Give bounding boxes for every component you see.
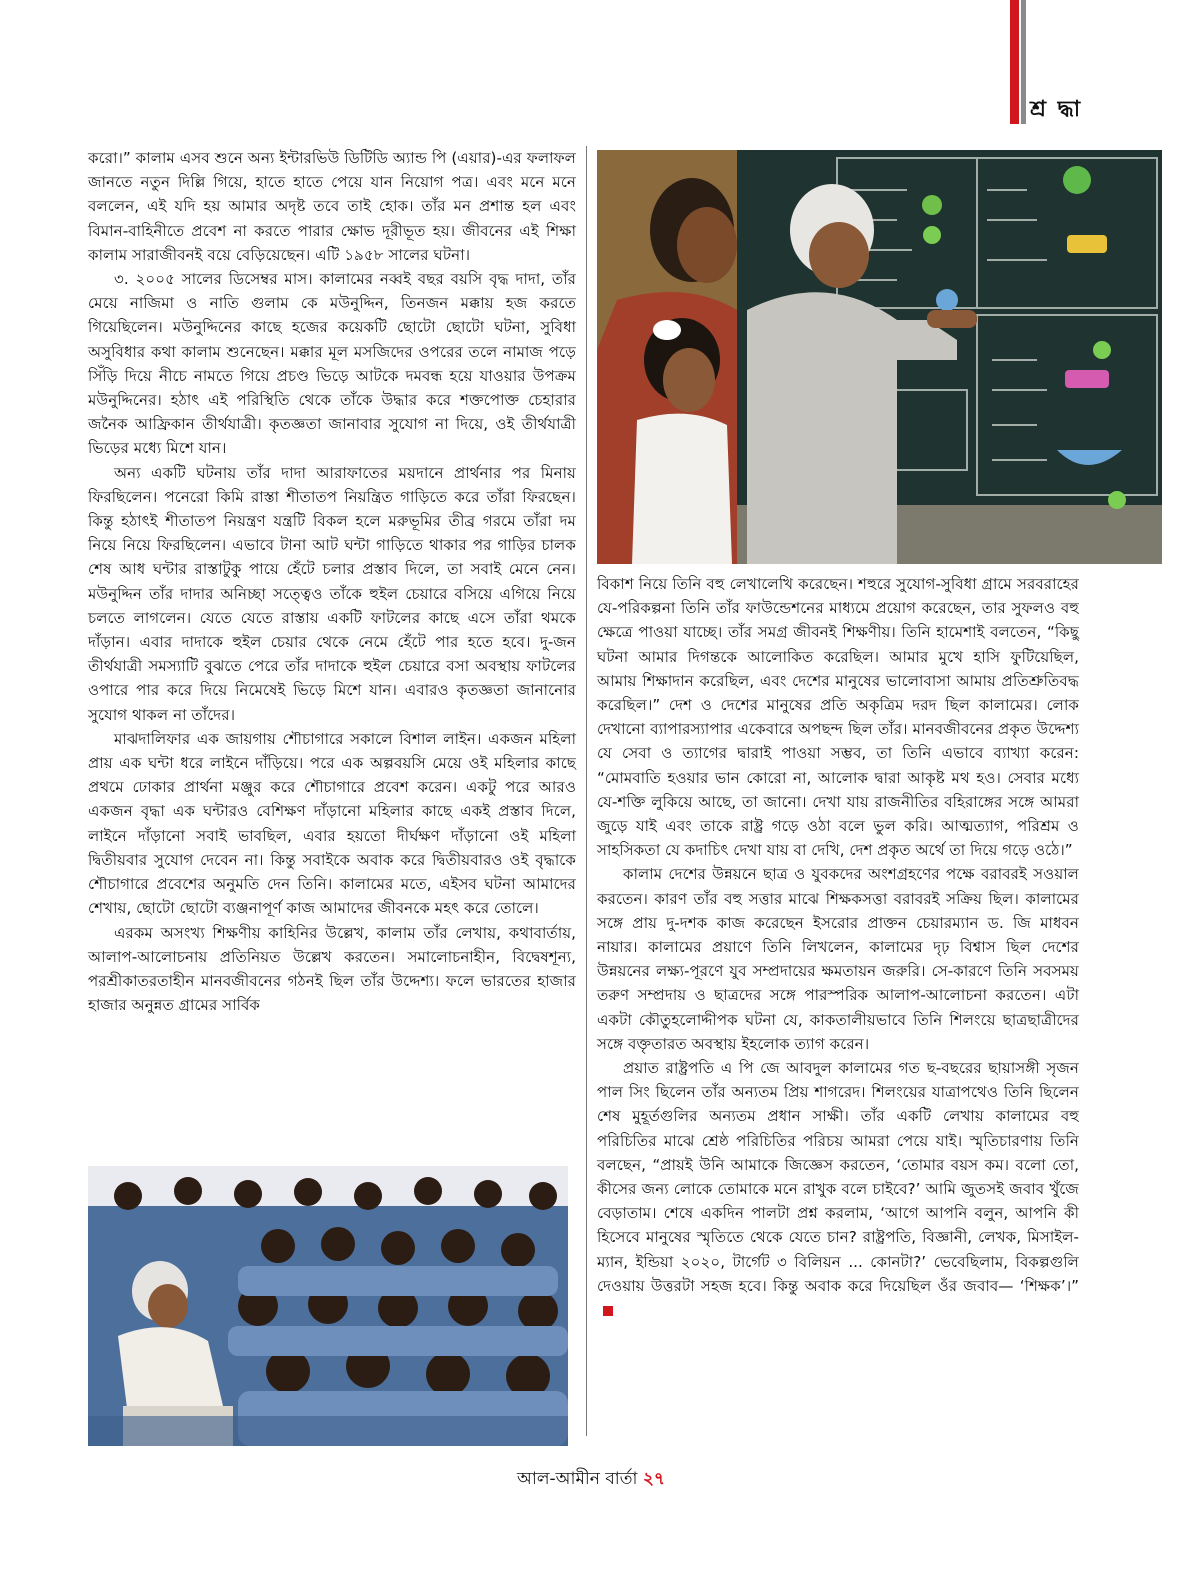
header-gray-bar xyxy=(1021,0,1026,124)
right-paragraph-3-text: প্রয়াত রাষ্ট্রপতি এ পি জে আবদুল কালামের গত ছ-বছরের ছায়াসঙ্গী সৃজন পাল সিং ছিলেন তাঁর অন্যতম প্রিয় শাগরেদ। শিলংয়ের যাত্রাপথেও তিনি ছিলেন শেষ মুহূর্তগুলির অন্যতম প্রধান সাক্ষী। তাঁর একটি লেখায় কালামের বহু পরিচিতির মাঝে শ্রেষ্ঠ পরিচিতির পরিচয় আমরা পেয়ে যাই। স্মৃতিচারণায় তিনি বলছেন, “প্রায়ই উনি আমাকে জিজ্ঞেস করতেন, ‘তোমার বয়স কম। বলো তো, কীসের জন্য লোকে তোমাকে মনে রাখুক বলে চাইবে?’ আমি জুতসই জবাব খুঁজে বেড়াতাম। শেষে একদিন পালটা প্রশ্ন করলাম, ‘আগে আপনি বলুন, আপনি কী হিসেবে মানুষের স্মৃতিতে থেকে যেতে চান? রাষ্ট্রপতি, বিজ্ঞানী, লেখক, মিসাইল-ম্যান, ইন্ডিয়া ২০২০, টার্গেট ৩ বিলিয়ন ... কোনটা?’ ভেবেছিলাম, বিকল্পগুলি দেওয়ায় উত্তরটা সহজ হবে। কিন্তু অবাক করে দিয়েছিল ওঁর জবাব— ‘শিক্ষক’।” xyxy=(597,1059,1079,1295)
left-paragraph-1: করো।” কালাম এসব শুনে অন্য ইন্টারভিউ ডিটিডি অ্যান্ড পি (এয়ার)-এর ফলাফল জানতে নতুন দিল্লি গিয়ে, হাতে হাতে পেয়ে যান নিয়োগ পত্র। এবং মনে মনে বললেন, এই যদি হয় আমার অদৃষ্ট তবে তাই হোক। তাঁর মন প্রশান্ত হল এবং বিমান-বাহিনীতে প্রবেশ না করতে পারার ক্ষোভ দূরীভূত হয়। জীবনের এই শিক্ষা কালাম সারাজীবনই বয়ে বেড়িয়েছেন। এটি ১৯৫৮ সালের ঘটনা। xyxy=(88,149,576,264)
column-divider xyxy=(586,146,587,1436)
left-paragraph-2: ৩. ২০০৫ সালের ডিসেম্বর মাস। কালামের নব্বই বছর বয়সি বৃদ্ধ দাদা, তাঁর মেয়ে নাজিমা ও নাতি গুলাম কে মউনুদ্দিন, তিনজন মক্কায় হজ করতে গিয়েছিলেন। মউনুদ্দিনের কাছে হজের কয়েকটি ছোটো ছোটো ঘটনা, সুবিধা অসুবিধার কথা কালাম শুনেছেন। মক্কার মূল মসজিদের ওপরের তলে নামাজ পড়ে সিঁড়ি দিয়ে নীচে নামতে গিয়ে প্রচণ্ড ভিড়ে আটকে দমবন্ধ হয়ে যাওয়ার উপক্রম মউনুদ্দিনের। হঠাৎ এই পরিস্থিতি থেকে তাঁকে উদ্ধার করে শক্তপোক্ত চেহারার জনৈক আফ্রিকান তীর্থযাত্রী। কৃতজ্ঞতা জানাবার সুযোগ না দিয়ে, ওই তীর্থযাত্রী ভিড়ের মধ্যে মিশে যান। xyxy=(88,270,576,458)
left-paragraph-4: মাঝদালিফার এক জায়গায় শৌচাগারে সকালে বিশাল লাইন। একজন মহিলা প্রায় এক ঘন্টা ধরে লাইনে দাঁড়িয়ে। পরে এক অল্পবয়সি মেয়ে ওই মহিলার কাছে প্রথমে ঢোকার প্রার্থনা মঞ্জুর করে শৌচাগারে প্রবেশ করেন। একটু পরে আরও একজন বৃদ্ধা এক ঘন্টারও বেশিক্ষণ দাঁড়ানো মহিলার কাছে একই প্রস্তাব দিলে, লাইনে দাঁড়ানো সবাই ভাবছিল, এবার হয়তো দীর্ঘক্ষণ দাঁড়ানো ওই মহিলা দ্বিতীয়বার সুযোগ দেবেন না। কিন্তু সবাইকে অবাক করে দ্বিতীয়বারও ওই বৃদ্ধাকে শৌচাগারে প্রবেশের অনুমতি দেন তিনি। কালামের মতে, এইসব ঘটনা আমাদের শেখায়, ছোটো ছোটো ব্যঞ্জনাপূর্ণ কাজ আমাদের জীবনকে মহৎ করে তোলে। xyxy=(88,729,576,918)
photo-kalam-blackboard-graphic xyxy=(597,150,1162,564)
footer-magazine-name: আল-আমীন বার্তা xyxy=(517,1469,638,1489)
right-column xyxy=(597,572,1079,1322)
left-column xyxy=(88,146,576,1017)
section-title: শ্র দ্ধা xyxy=(1030,97,1083,122)
left-paragraph-3: অন্য একটি ঘটনায় তাঁর দাদা আরাফাতের ময়দানে প্রার্থনার পর মিনায় ফিরছিলেন। পনেরো কিমি রাস্তা শীতাতপ নিয়ন্ত্রিত গাড়িতে করে তাঁরা ফিরছেন। কিন্তু হঠাৎই শীতাতপ নিয়ন্ত্রণ যন্ত্রটি বিকল হলে মরুভূমির তীব্র গরমে তাঁরা দম নিয়ে নিয়ে ফিরছিলেন। এভাবে টানা আট ঘন্টা গাড়িতে থাকার পর গাড়ির চালক শেষ আধ ঘন্টার রাস্তাটুকু পায়ে হেঁটে চলার প্রস্তাব দিলে, তা সবাই মেনে নেন। মউনুদ্দিন তাঁর দাদার অনিচ্ছা সত্ত্বেও তাঁকে হুইল চেয়ারে বসিয়ে এগিয়ে নিয়ে চলতে লাগলেন। যেতে যেতে রাস্তায় একটি ফাটলের কাছে এসে তাঁরা থমকে দাঁড়ান। এবার দাদাকে হুইল চেয়ার থেকে নেমে হেঁটে পার হতে হবে। দু-জন তীর্থযাত্রী সমস্যাটি বুঝতে পেরে তাঁর দাদাকে হুইল চেয়ারে বসা অবস্থায় ফাটলের ওপারে পার করে দিয়ে নিমেষেই ভিড়ে মিশে যান। এবারও কৃতজ্ঞতা জানানোর সুযোগ থাকল না তাঁদের। xyxy=(88,463,576,724)
right-paragraph-1: বিকাশ নিয়ে তিনি বহু লেখালেখি করেছেন। শহুরে সুযোগ-সুবিধা গ্রামে সরবরাহের যে-পরিকল্পনা তিনি তাঁর ফাউন্ডেশনের মাধ্যমে প্রয়োগ করেছেন, তার সুফলও বহু ক্ষেত্রে পাওয়া যাচ্ছে। তাঁর সমগ্র জীবনই শিক্ষণীয়। তিনি হামেশাই বলতেন, “কিছু ঘটনা আমার দিগন্তকে আলোকিত করেছিল। আমার মুখে হাসি ফুটিয়েছিল, আমায় শিক্ষাদান করেছিল, এবং দেশের মানুষের ভালোবাসা আমায় প্রতিশ্রুতিবদ্ধ করেছিল।” দেশ ও দেশের মানুষের প্রতি অকৃত্রিম দরদ ছিল কালামের। লোক দেখানো ব্যাপারস্যাপার একেবারে অপছন্দ ছিল তাঁর। মানবজীবনের প্রকৃত উদ্দেশ্য যে সেবা ও ত্যাগের দ্বারাই পাওয়া সম্ভব, তা তিনি এভাবে ব্যাখ্যা করেন: “মোমবাতি হওয়ার ভান কোরো না, আলোক দ্বারা আকৃষ্ট মথ হও। সেবার মধ্যে যে-শক্তি লুকিয়ে আছে, তা জানো। দেখা যায় রাজনীতির বহিরাঙ্গের সঙ্গে আমরা জুড়ে যাই এবং তাকে রাষ্ট্র গড়ে ওঠা বলে ভুল করি। আত্মত্যাগ, পরিশ্রম ও সাহসিকতা যে কদাচিৎ দেখা যায় বা দেখি, দেশ প্রকৃত অর্থে তা দিয়ে গড়ে ওঠে।” xyxy=(597,575,1079,860)
right-paragraph-2: কালাম দেশের উন্নয়নে ছাত্র ও যুবকদের অংশগ্রহণের পক্ষে বরাবরই সওয়াল করতেন। কারণ তাঁর বহু সত্তার মাঝে শিক্ষকসত্তা বরাবরই সক্রিয় ছিল। কালামের সঙ্গে প্রায় দু-দশক কাজ করেছেন ইসরোর প্রাক্তন চেয়ারম্যান ড. জি মাধবন নায়ার। কালামের প্রয়াণে তিনি লিখলেন, কালামের দৃঢ় বিশ্বাস ছিল দেশের উন্নয়নের লক্ষ্য-পূরণে যুব সম্প্রদায়ের ক্ষমতায়ন জরুরি। সে-কারণে তিনি সবসময় তরুণ সম্প্রদায় ও ছাত্রদের সঙ্গে পারস্পরিক আলাপ-আলোচনা করতেন। এটা একটা কৌতুহলোদ্দীপক ঘটনা যে, কাকতালীয়ভাবে তিনি শিলংয়ে ছাত্রছাত্রীদের সঙ্গে বক্তৃতারত অবস্থায় ইহলোক ত্যাগ করেন। xyxy=(597,865,1079,1053)
footer-page-number: ২৭ xyxy=(642,1469,665,1489)
header-red-bar xyxy=(1010,0,1019,124)
left-paragraph-5: এরকম অসংখ্য শিক্ষণীয় কাহিনির উল্লেখ, কালাম তাঁর লেখায়, কথাবার্তায়, আলাপ-আলোচনায় প্রতিনিয়ত উল্লেখ করতেন। সমালোচনাহীন, বিদ্বেষশূন্য, পরশ্রীকাতরতাহীন মানবজীবনের গঠনই ছিল তাঁর উদ্দেশ্য। ফলে ভারতের হাজার হাজার অনুন্নত গ্রামের সার্বিক xyxy=(88,923,576,1015)
photo-kalam-blackboard xyxy=(597,150,1162,564)
page-footer xyxy=(0,1466,1182,1494)
photo-kalam-students xyxy=(88,1166,568,1446)
right-paragraph-3 xyxy=(597,1056,1079,1322)
end-mark-icon xyxy=(603,1306,613,1316)
photo-kalam-students-graphic xyxy=(88,1166,568,1446)
